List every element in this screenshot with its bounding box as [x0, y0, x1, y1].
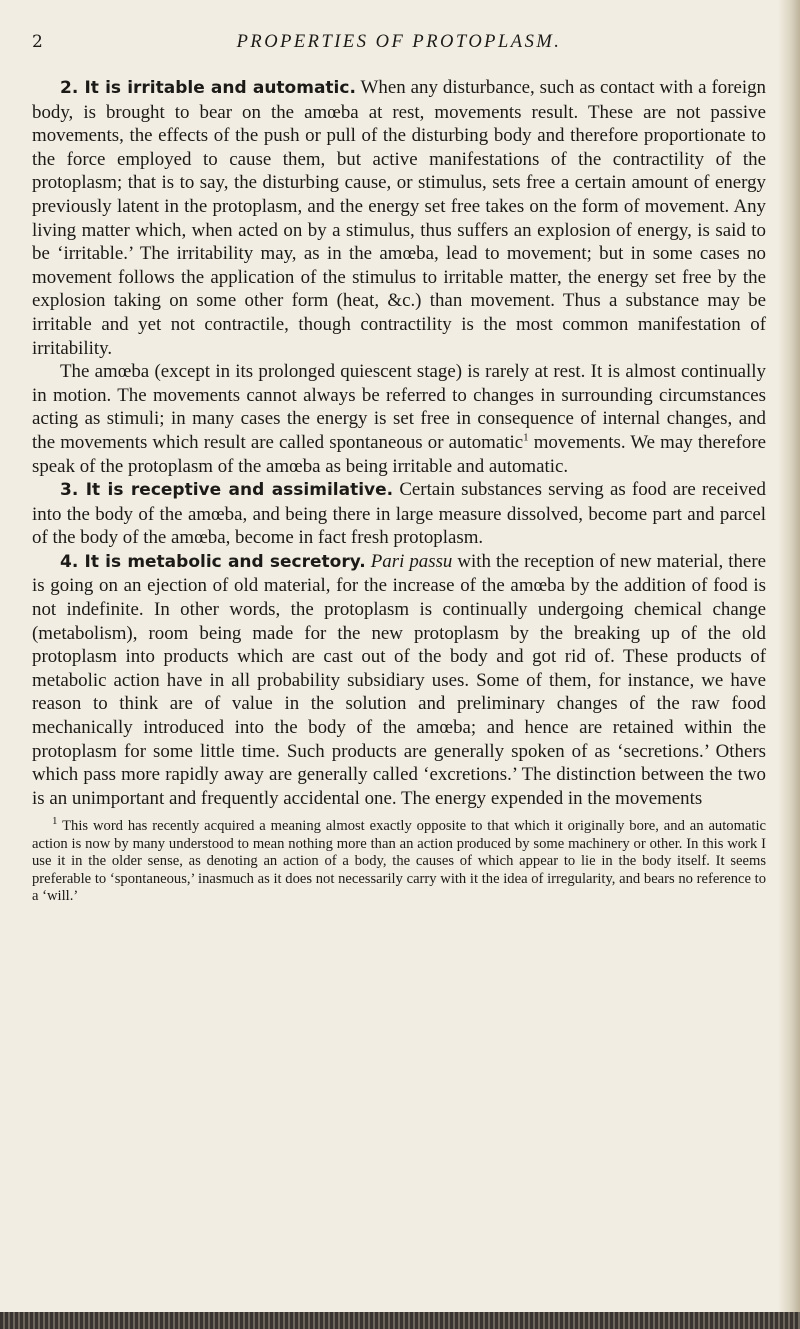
italic-phrase: Pari passu: [365, 550, 453, 572]
paragraph-text: When any disturbance, such as contact with a foreign body, is brought to bear on the amœba at rest, movements result. These are not passive movements, the effects of the push or pull of the disturbing body and therefore proportionate to the force employed to cause them, but active manifestations of the contractility of the protoplasm; that is to say, the disturbing cause, or stimulus, sets free a certain amount of energy previously latent in the protoplasm, and the energy set free takes on the form of movement. Any living matter which, when acted on by a stimulus, thus suffers an explosion of energy, is said to be ‘irritable.’ The irritability may, as in the amœba, lead to movement; but in some cases no movement follows the application of the stimulus to irritable matter, the energy set free by the explosion taking on some other form (heat, &c.) than movement. Thus a substance may be irritable and yet not contractile, though contractility is the most common manifestation of irritability.: [32, 77, 767, 359]
page-number: 2: [32, 32, 43, 52]
footnote-marker: 1: [52, 815, 58, 828]
paragraph-text: movements. We may therefore speak of the protoplasm of the amœba as being irritable and automatic.: [32, 431, 766, 477]
section-heading-irritable: 2. It is irritable and automatic.: [60, 78, 356, 98]
footnote-reference: 1: [523, 431, 529, 444]
body-text: [32, 76, 766, 810]
paragraph-text: The amœba (except in its prolonged quiescent stage) is rarely at rest. It is almost continually in motion. The movements cannot always be referred to changes in surrounding circumstances acting as stimuli; in many cases the energy is set free in consequence of internal changes, and the movements which result are called spontaneous or automatic: [32, 361, 766, 453]
section-heading-receptive: 3. It is receptive and assimilative.: [60, 480, 394, 501]
paragraph-metabolic: [32, 550, 766, 811]
paragraph-receptive: [32, 478, 766, 550]
running-title: PROPERTIES OF PROTOPLASM.: [236, 32, 562, 52]
footnote: [32, 815, 766, 905]
paragraph-text: with the reception of new material, there is going on an ejection of old material, for the increase of the amœba by the addition of food is not indefinite. In other words, the protoplasm is continually undergoing chemical change (metabolism), room being made for the new protoplasm by the breaking up of the old protoplasm into products which are cast out of the body and got rid of. These products of metabolic action have in all probability subsidiary uses. Some of them, for instance, we have reason to think are of value in the solution and preliminary changes of the raw food mechanically introduced into the body of the amœba; and hence are retained within the protoplasm for some little time. Such products are generally spoken of as ‘secretions.’ Others which pass more rapidly away are generally called ‘excretions.’ The distinction between the two is an unimportant and frequently accidental one. The energy expended in the movements: [32, 550, 766, 809]
page-edge-shadow: [778, 0, 800, 1329]
page-header: [32, 22, 766, 66]
paragraph-text: Certain substances serving as food are received into the body of the amœba, and being there in large measure dissolved, become part and parcel of the body of the amœba, become in fact fresh protoplasm.: [32, 479, 766, 549]
page-bottom-edge: [0, 1312, 800, 1329]
section-heading-metabolic: 4. It is metabolic and secretory.: [60, 551, 366, 572]
footnote-text: This word has recently acquired a meaning almost exactly opposite to that which it originally bore, and an automatic action is now by many understood to mean nothing more than an action produced by some machinery or other. In this work I use it in the older sense, as denoting an action of a body, the causes of which appear to lie in the body itself. It seems preferable to ‘spontaneous,’ inasmuch as it does not necessarily carry with it the idea of irregularity, and bears no reference to a ‘will.’: [32, 818, 766, 905]
paragraph-irritable: [32, 76, 766, 360]
paragraph-amoeba-motion: [32, 360, 766, 478]
